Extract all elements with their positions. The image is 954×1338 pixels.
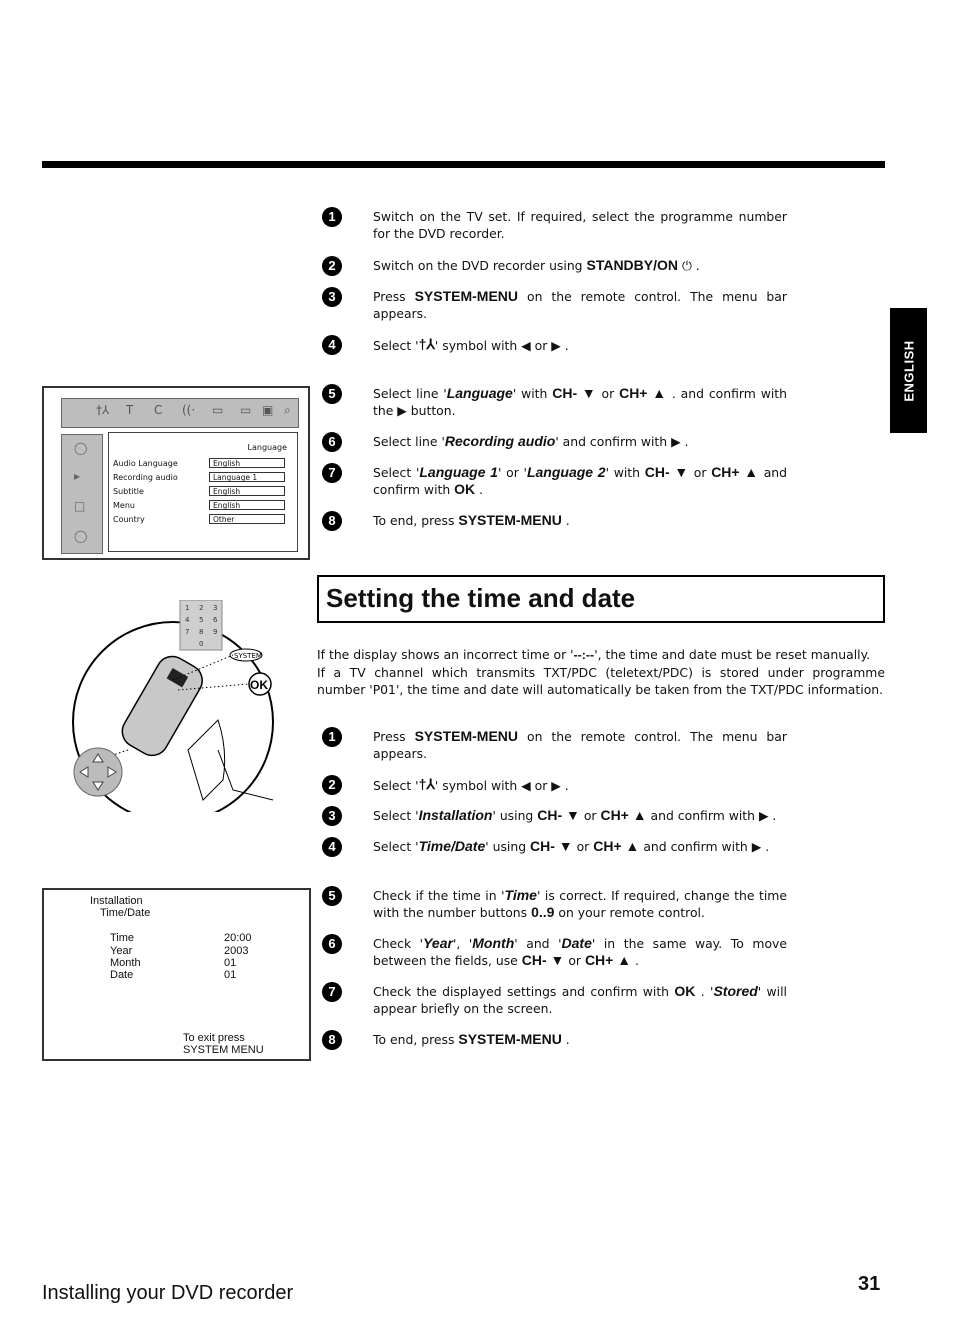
intro-text: If the display shows an incorrect time or '--:--', the time and date must be reset manually. If a TV channel which transmits TXT/PDC (teletext/PDC) is stored under programme number 'P01', the time and date will automatically be taken from the TXT/PDC information.	[317, 647, 885, 697]
step-number: 4	[322, 837, 342, 857]
osd-language-panel	[108, 432, 298, 552]
exit-hint: To exit press	[183, 1032, 245, 1044]
remote-illustration	[68, 600, 313, 812]
row-label: Subtitle	[113, 487, 144, 496]
step-number: 5	[322, 384, 342, 404]
channel-icon: C	[154, 403, 163, 417]
step-number: 1	[322, 727, 342, 747]
key-3: 3	[213, 604, 218, 612]
row-value: 2003	[224, 945, 249, 957]
row-label: Country	[113, 515, 145, 524]
language-tab: ENGLISH	[890, 308, 927, 433]
tools-icon: †⅄	[418, 336, 435, 352]
row-label: Time	[110, 932, 135, 944]
row-value: English	[209, 486, 285, 496]
step-number: 6	[322, 432, 342, 452]
step-number: 8	[322, 1030, 342, 1050]
osd-sidebar	[61, 434, 103, 554]
row-label: Date	[110, 969, 134, 981]
gear-icon: ◯	[74, 441, 88, 455]
key-2: 2	[199, 604, 204, 612]
panel-title: Language	[247, 443, 287, 452]
row-value: Language 1	[209, 472, 285, 482]
row-label: Menu	[113, 501, 135, 510]
subtitle-icon: □	[74, 499, 86, 513]
step-text: Select line 'Language' with CH- ▼ or CH+ ▲ . and confirm with the ▶ button.	[373, 385, 787, 418]
key-5: 5	[199, 616, 204, 624]
search-icon: ⌕	[284, 403, 291, 417]
page-number: 31	[858, 1273, 881, 1295]
step-text: Select 'Time/Date' using CH- ▼ or CH+ ▲ and confirm with ▶ .	[373, 838, 770, 854]
step-number: 6	[322, 934, 342, 954]
page-title: Setting the time and date	[326, 583, 636, 613]
step-text: Select 'Language 1' or 'Language 2' with CH- ▼ or CH+ ▲ and confirm with OK .	[373, 464, 788, 497]
step-number: 7	[322, 982, 342, 1002]
osd-time-screen	[42, 888, 311, 1061]
step-text: Select 'Installation' using CH- ▼ or CH+ ▲ and confirm with ▶ .	[373, 807, 777, 823]
top-rule	[42, 161, 885, 168]
step-text: To end, press SYSTEM-MENU .	[373, 1031, 570, 1047]
row-label: Recording audio	[113, 473, 178, 482]
footer-title: Installing your DVD recorder	[42, 1282, 294, 1304]
key-0: 0	[199, 640, 204, 648]
step-text: Press SYSTEM-MENU on the remote control. The menu bar appears.	[373, 288, 787, 321]
system-button-label: SYSTEM	[234, 652, 262, 660]
antenna-icon: ((·	[182, 403, 196, 417]
key-7: 7	[185, 628, 190, 636]
ok-button-label: OK	[250, 678, 268, 692]
row-value: Other	[209, 514, 285, 524]
step-number: 2	[322, 775, 342, 795]
step-text: Press SYSTEM-MENU on the remote control. The menu bar appears.	[373, 728, 787, 761]
recorder-icon: ▭	[240, 403, 252, 417]
camera-icon: ▣	[262, 403, 274, 417]
timer-icon: T	[126, 403, 134, 417]
step-text: Select '†⅄' symbol with ◀ or ▶ .	[373, 776, 569, 793]
step-number: 3	[322, 287, 342, 307]
row-value: 01	[224, 969, 237, 981]
row-value: English	[209, 458, 285, 468]
key-1: 1	[185, 604, 190, 612]
step-number: 7	[322, 463, 342, 483]
key-9: 9	[213, 628, 218, 636]
step-text: Check the displayed settings and confirm with OK . 'Stored' will appear briefly on the screen.	[373, 983, 787, 1016]
osd-title: Installation	[90, 895, 143, 907]
step-number: 3	[322, 806, 342, 826]
tools-icon: †⅄	[96, 403, 110, 417]
step-text: Switch on the TV set. If required, select the programme number for the DVD recorder.	[373, 209, 787, 241]
step-number: 5	[322, 886, 342, 906]
row-value: 20:00	[224, 932, 252, 944]
step-number: 8	[322, 511, 342, 531]
osd-subtitle: Time/Date	[100, 907, 151, 919]
tv-icon: ▭	[212, 403, 224, 417]
step-number: 1	[322, 207, 342, 227]
osd-language-screen	[42, 386, 310, 560]
key-8: 8	[199, 628, 204, 636]
row-label: Year	[110, 945, 133, 957]
row-value: 01	[224, 957, 237, 969]
step-text: Switch on the DVD recorder using STANDBY/ON ⏻ .	[373, 257, 700, 273]
step-number: 4	[322, 335, 342, 355]
tools-icon: †⅄	[418, 776, 435, 792]
step-text: Check if the time in 'Time' is correct. If required, change the time with the number buttons 0..9 on your remote control.	[373, 887, 787, 920]
row-value: English	[209, 500, 285, 510]
section-heading	[317, 575, 885, 623]
exit-hint: SYSTEM MENU	[183, 1044, 264, 1056]
disc-icon: ◯	[74, 529, 88, 543]
step-number: 2	[322, 256, 342, 276]
osd-menubar	[61, 398, 299, 428]
step-text: To end, press SYSTEM-MENU .	[373, 512, 570, 528]
speaker-icon: ▸	[74, 469, 81, 483]
key-6: 6	[213, 616, 218, 624]
row-label: Audio Language	[113, 459, 178, 468]
row-label: Month	[110, 957, 141, 969]
step-text: Select '†⅄' symbol with ◀ or ▶ .	[373, 336, 569, 353]
key-4: 4	[185, 616, 190, 624]
step-text: Select line 'Recording audio' and confirm with ▶ .	[373, 433, 689, 449]
step-text: Check 'Year', 'Month' and 'Date' in the same way. To move between the fields, use CH- ▼ or CH+ ▲ .	[373, 935, 787, 968]
